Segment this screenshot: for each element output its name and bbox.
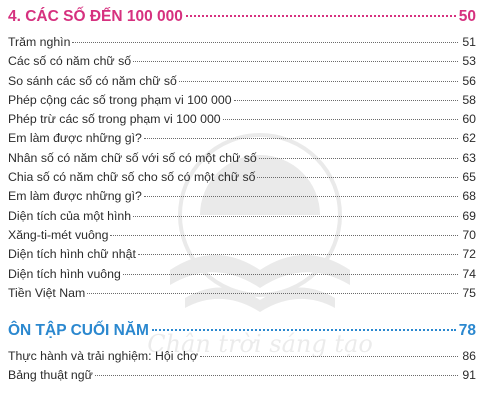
entry-title: Phép cộng các số trong phạm vi 100 000 bbox=[8, 92, 232, 107]
dot-leader bbox=[95, 375, 458, 376]
entry-title: Xăng-ti-mét vuông bbox=[8, 227, 109, 242]
toc-entry[interactable] bbox=[8, 33, 476, 52]
toc-entry[interactable] bbox=[8, 110, 476, 129]
dot-leader bbox=[259, 158, 458, 159]
entry-title: Trăm nghìn bbox=[8, 35, 71, 49]
entry-page: 60 bbox=[462, 112, 476, 127]
entry-title: Diện tích hình vuông bbox=[8, 266, 121, 281]
toc-entry[interactable] bbox=[8, 207, 476, 226]
dot-leader bbox=[123, 274, 458, 275]
entry-page: 63 bbox=[462, 150, 476, 165]
entry-title: Chia số có năm chữ số cho số có một chữ số bbox=[8, 170, 256, 185]
entry-page: 86 bbox=[462, 349, 476, 364]
dot-leader bbox=[133, 216, 458, 217]
dot-leader bbox=[110, 235, 458, 236]
toc-entry[interactable] bbox=[8, 284, 476, 303]
entry-page: 72 bbox=[462, 247, 476, 262]
toc-entry[interactable] bbox=[8, 52, 476, 71]
dot-leader bbox=[179, 81, 458, 82]
entry-page: 53 bbox=[462, 54, 476, 69]
toc-entry[interactable] bbox=[8, 129, 476, 148]
dot-leader bbox=[234, 100, 458, 101]
entry-page: 56 bbox=[462, 73, 476, 88]
entry-title: Các số có năm chữ số bbox=[8, 54, 132, 69]
section-title: ÔN TẬP CUỐI NĂM bbox=[8, 322, 149, 340]
toc-entry[interactable] bbox=[8, 149, 476, 168]
entry-page: 58 bbox=[462, 92, 476, 107]
entry-page: 91 bbox=[462, 368, 476, 383]
toc-entry[interactable] bbox=[8, 245, 476, 264]
dot-leader bbox=[87, 293, 458, 294]
toc-entry[interactable] bbox=[8, 168, 476, 187]
toc-entry[interactable] bbox=[8, 265, 476, 284]
entry-page: 75 bbox=[462, 285, 476, 300]
toc-entry[interactable] bbox=[8, 226, 476, 245]
dot-leader bbox=[133, 61, 458, 62]
entry-page: 69 bbox=[462, 208, 476, 223]
entry-title: Nhân số có năm chữ số với số có một chữ số bbox=[8, 150, 257, 165]
entry-title: Tiền Việt Nam bbox=[8, 285, 86, 300]
entry-page: 74 bbox=[462, 266, 476, 281]
section-heading[interactable] bbox=[8, 0, 476, 33]
toc-entry[interactable] bbox=[8, 187, 476, 206]
entry-title: Diện tích của một hình bbox=[8, 208, 132, 223]
entry-page: 68 bbox=[462, 189, 476, 204]
dot-leader bbox=[223, 119, 458, 120]
section-page: 50 bbox=[458, 8, 476, 25]
section-title: 4. CÁC SỐ ĐẾN 100 000 bbox=[8, 8, 183, 25]
dot-leader bbox=[138, 254, 458, 255]
dot-leader bbox=[144, 196, 458, 197]
watermark-text: Chân trời sáng tạo bbox=[147, 330, 373, 358]
section-entries bbox=[8, 33, 476, 303]
entry-title: Em làm được những gì? bbox=[8, 189, 142, 204]
dot-leader bbox=[144, 138, 458, 139]
section-page: 78 bbox=[458, 322, 476, 340]
entry-title: Thực hành và trải nghiệm: Hội chợ bbox=[8, 349, 198, 364]
table-of-contents bbox=[8, 0, 476, 386]
entry-page: 62 bbox=[462, 131, 476, 146]
dot-leader bbox=[257, 177, 458, 178]
dot-leader bbox=[152, 329, 456, 331]
section-entries bbox=[8, 347, 476, 386]
toc-entry[interactable] bbox=[8, 366, 476, 385]
toc-entry[interactable] bbox=[8, 72, 476, 91]
dot-leader bbox=[200, 356, 458, 357]
entry-title: Bảng thuật ngữ bbox=[8, 368, 93, 383]
entry-title: Em làm được những gì? bbox=[8, 131, 142, 146]
entry-page: 65 bbox=[462, 170, 476, 185]
section-heading[interactable] bbox=[8, 314, 476, 347]
toc-entry[interactable] bbox=[8, 347, 476, 366]
dot-leader bbox=[186, 15, 456, 17]
entry-page: 70 bbox=[462, 227, 476, 242]
dot-leader bbox=[72, 42, 458, 43]
entry-title: Diện tích hình chữ nhật bbox=[8, 247, 136, 262]
entry-title: So sánh các số có năm chữ số bbox=[8, 73, 177, 88]
toc-entry[interactable] bbox=[8, 91, 476, 110]
entry-title: Phép trừ các số trong phạm vi 100 000 bbox=[8, 112, 221, 127]
entry-page: 51 bbox=[462, 35, 476, 49]
